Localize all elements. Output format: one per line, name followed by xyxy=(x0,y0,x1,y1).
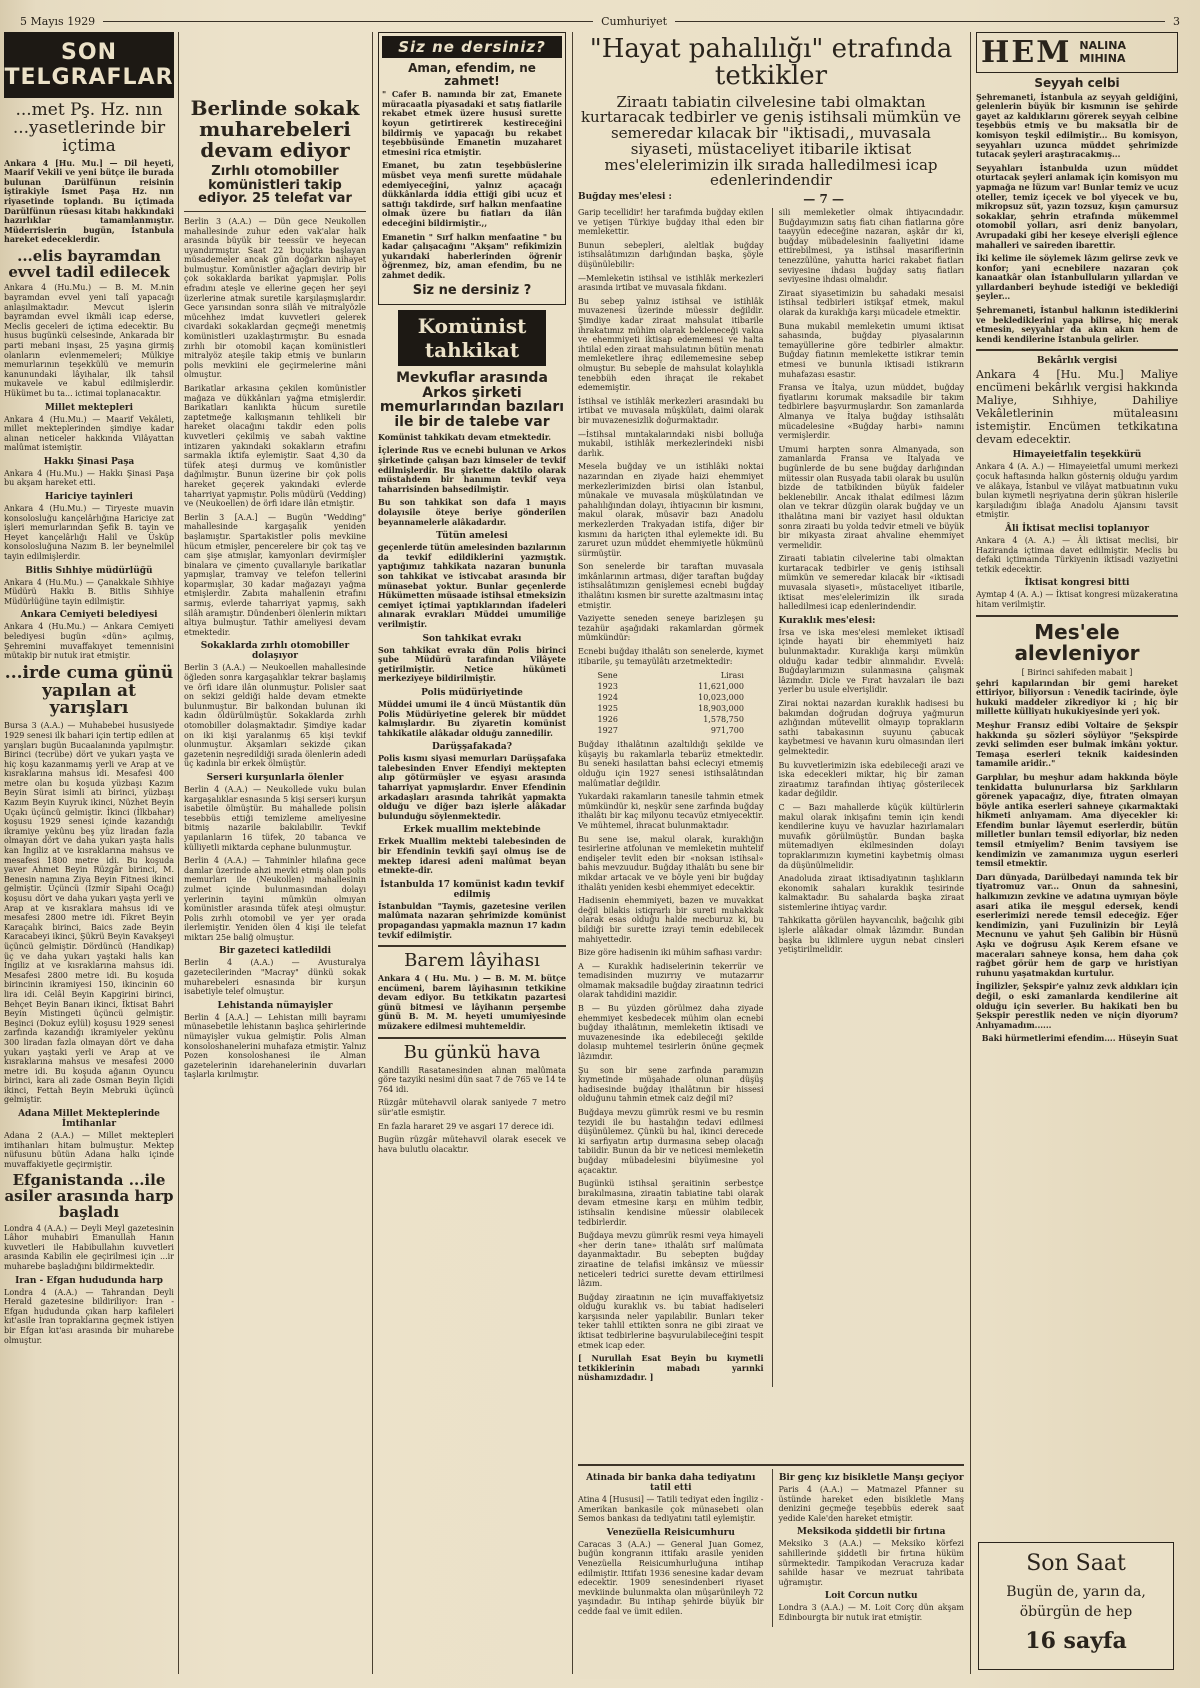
article-text: Bursa 3 (A.A.) — Muhabebei hususiyede 1929 senesi ilk bahari için tertip edilen at yarışları bugün Bucaalanında yapılmıştır. Birinci (tecrübe) dört ve yukarı yaşta ve hiç koşu kazanmamış yerli ve Arap at ve kısraklarına mahsus idi. Mesafesi 400 metre olan bu koşuda yüzbaşı Kazım Beyin Sürat isimli atı birinci, yüzbaşı Kazım Beyin Kuyruk ikinci, Nüzhet Beyin Uçakı üçüncü gelmiştir. İkinci (İlkbahar) koşusu 1929 senesi içinde kazandığı ikramiye yekûnu beş yüz liradan fazla olmayan dört ve daha yukarı yaşta halis kan İngiliz at ve kısraklarına mahsus ve mesafesi 1800 metre idi. Bu koşuda yaver Ahmet Beyin Rüzgâr birinci, M. Benesin namına Ziya Beyin Fitnesi ikinci gelmiştir. Üçüncü (İzmir Sipahi Ocağı) koşusu dört ve daha yukarı yaşta yerli ve Arap at ve kısraklara mahsus idi ve mesafesi 2800 metre idi. Fikret Beyin Karaçalık birinci, Baics zade Beyin Karacabeyi ikinci, Şükrü Beyin Kavakşeyi üçüncü gelmiştir. Dördüncü (Handikap) üç ve daha yukarı yaştaki halis kan İngiliz at ve kısraklarına mahsus idi. Mesafesi 2800 metre idi. Bu koşuda birincinin ikramiyesi 150, ikincinin 60 lira idi. Celâl Beyin Kapgirini birinci, Behçet Beyin Banarı ikinci, İktisat Bahri Beyin Mistingeti üçüncü gelmiştir. Beşinci (Dokuz eylül) koşusu 1929 senesi zarfında kazandığı ikramiyeler yekûnu 300 liradan fazla olmayan dört ve daha yukarı yaştaki yerli ve Arap at ve kısraklarına mahsus ve mesafesi 2000 metre idi. Bu koşuda ağanın Oyuncu birinci, kara ali zade Osman Beyin Ilçidi ikinci, Fettah Beyin Mebruki üçüncü gelmiştir. xyxy=(4,721,174,1105)
article-text: —İstihsal mıntakalarındaki nisbi bolluğa mukabil, istihlâk merkezlerindeki nisbi darlık. xyxy=(578,429,764,458)
article-text: Buğday ithalâtının azaltıldığı şekilde ve küşayiş bu rakamlarla tebarüz etmektedir. Bu seneki hasılattan bahsi eclecıyi etmemiş olduğu için 1927 senesi istihsalâtından malûmatlar değildir. xyxy=(578,740,764,788)
table-header: Sene xyxy=(597,671,618,681)
article-text: Londra 3 (A.A.) — M. Loit Corç dün akşam Edinbourgta bir nutuk irat etmiştir. xyxy=(778,1603,964,1622)
subheadline: Polis müdüriyetinde xyxy=(421,687,523,698)
article-text: Berlin 3 [A.A.] — Bugün "Wedding" mahallesinde kargaşalık yeniden başlamıştır. Spartakistler polis mevkiine hücum etmişler, pencerelere bir çok taş ve cam şişe atmışlar, kamyonları devirmişler binalara ve çimento çuvallarıyle barikatlar yapmışlar, tramvay ve telefon tellerini koparmışlar, 30 kadar mağazayı yağma etmişlerdir. Zabıta mahallenin etrafını sarmış, evlerde taharriyat yapmış, sakh silâh aramıştır. Dündenberi ölenlerin miktarı altıya bulmuştur. Tathir ameliyesi devam etmektedir. xyxy=(184,512,366,637)
logo-hem: HEM xyxy=(981,35,1072,70)
headline: ...met Pş. Hz. nın ...yasetlerinde bir içtima xyxy=(12,100,166,156)
article-text: Anadoluda ziraat iktisadiyatının taşlıkların ekonomik sahaları kuraklık tesirinde kalmaktadır. Bu sahalarda başka ziraat sistemlerine ihtiyaç vardır. xyxy=(778,874,964,912)
article-text: Tahkikatta görülen hayvancılık, bağcılık gibi işlerle alâkadar olmak lâzımdır. Bundan başka bu iklimlere uygun nebat cinsleri yetiştirilmelidir. xyxy=(778,916,964,955)
article-text: " Cafer B. namında bir zat, Emanete müracaatla piyasadaki et satış fiatlarile rekabet etmek üzere hususi surette koyun getirtirerek kestireceğini bildirmiş ve yapacağı bu rekabet teşebbüsünde Emanetin muzaharet etmesini rica etmiştir. xyxy=(382,89,562,157)
column-siz-ne-dersiniz xyxy=(378,32,566,1672)
article-text: İstanbuldan "Taymis, gazetesine verilen malûmata nazaran şehrimizde komünist propagandası yapmakla maznun 17 kadın tevkif edilmiştir. xyxy=(378,900,566,940)
header-page: 3 xyxy=(1173,14,1180,28)
subheadline: Bitlis Sıhhiye müdürlüğü xyxy=(25,565,153,576)
article-text: Buğday ziraatının ne için muvaffakiyetsiz olduğu kuraklık vs. bu tabiat hadiseleri karşısında neler yapılabilir. Bunları teker teker tahlil ettikten sonra ne gibi ziraat ve iktisat tedbirlerine başvurulabileceğini tespit etmek icap eder. xyxy=(578,1292,764,1350)
headline: ...irde cuma günü yapılan at yarışları xyxy=(4,662,174,719)
article-text: Ankara 4 (Hu.Mu.) — Tiryeste muavin konsolosluğu kançelârlığına Hariciye zat işleri memurlarından Şefik B. tayin ve Heyet kançelârlığı Halil ve Üsküp konsolosluğuna Nazım B. ler beynelmilel tayin edilmişlerdir. xyxy=(4,504,174,562)
article-text: Bu son tahkikat son dafa 1 mayıs dolayısile öteye beriye gönderilen beyannamelerle alâkadardır. xyxy=(378,497,566,527)
logo-nalina-mihina: NALINA MIHINA xyxy=(1079,39,1126,65)
article-text: Aymtap 4 (A. A.) — İktisat kongresi müzakeratına hitam verilmiştir. xyxy=(976,590,1178,609)
article-text: B — Bu yüzden görülmez daha ziyade ehemmiyet kesbedecek mühim olan ecnebi buğday ithalâtının, memleketin iktisadi ve muvazenesinde ika edebileceği şekilde dolasıp muhtemel tesirlerin önüne geçmek lâzımdır. xyxy=(578,1004,764,1062)
subheadline: Hakkı Şinasi Paşa xyxy=(43,456,135,467)
subheadline: Darüşşafakada? xyxy=(431,742,513,753)
opinion-box xyxy=(378,32,566,305)
article-text: Emanetin " Sırf halkın menfaatine " bu kadar çalışacağını "Akşam" refikimizin yukarıdaki haberlerinden öğrenir öğrenmez, biz, aman efendim, bu ne zahmet dedik. xyxy=(382,231,562,280)
subheadline: Meksikoda şiddetli bir fırtına xyxy=(797,1527,946,1538)
article-text: —Memleketin istihsal ve istihlâk merkezleri arasında irtibat ve muvasala fıkdanı. xyxy=(578,273,764,293)
subheadline: İktisat kongresi bitti xyxy=(1024,578,1130,589)
subheadline: Erkek muallim mektebinde xyxy=(403,825,541,836)
article-text: Ankara 4 (Hu.Mu.) — Ankara Cemiyeti belediyesi bugün «dün» açılmış, Şehremini muvaffakıyet temennisini mütakip bir nutuk irat etmiştir. xyxy=(4,622,174,661)
article-text: İrsa ve iska mes'elesi memleket iktisadî içinde hayati bir ehemmiyeti haiz bulunmaktadır. Kuraklığa karşı mümkün olduğu kadar tedbir alınmalıdır. Evvelâ: Buğdaylarımızın sulanmasına çalışmak lâzımdır. Dicle ve Fırat havzaları ile bazı yerler bu usule elverişlidir. xyxy=(778,627,964,695)
opinion-banner: Siz ne dersiniz? xyxy=(382,36,562,58)
table-cell: 971,700 xyxy=(710,726,744,736)
article-text: Berlin 4 (A.A.) — Tahminler hilafına gece damlar üzerinde ahzi mevki etmiş olan polis memurları ile (Neukollen) mahallesinin zulmet içinde bulunmasından dolayı yerlerinin tayini mümkün olmıyan komünistler arasında tüfek ateşi olmuştur. Polis zırhlı otomobil ve yer yer orada ilerlemiştir. Yeniden ölen 4 kişi ile telefat miktarı 25e baliğ olmuştur. xyxy=(184,856,366,942)
article-text: Şehremaneti, İstanbul halkının istediklerini ve beklediklerini yapa bilirse, hiç merak etmesin, seyyahlar da akın akın hem de kendi kendilerine İstanbula gelirler. xyxy=(976,305,1178,344)
subheadline: Iran - Efgan hududunda harp xyxy=(15,1275,163,1286)
headline: Seyyah celbi xyxy=(1034,76,1120,90)
table-row xyxy=(597,692,745,703)
article-text: Ziraati tabiatin cilvelerine tabi olmaktan kurtaracak tedbirler ve geniş istihsali mümkün ve semeredar kılacak bir «iktisadi muvasala siyaseti», müstaceliyet itibarile, iktisat mes'elelerimizin ilk sırada halledilmesi icap edenlerindendir. xyxy=(778,554,964,612)
table-cell: 18,903,000 xyxy=(698,704,744,714)
table-cell: 1924 xyxy=(597,693,618,703)
article-text: Ankara 4 (A. A.) — Âli iktisat meclisi, bir Haziranda içtimaa davet edilmiştir. Meclis bu defaki içtimaında Türkiyenin iktisadi vaziyetini tetkik edecektir. xyxy=(976,536,1178,574)
table-row xyxy=(597,681,745,692)
article-text: Ziraat siyasetimizin bu sahadaki mesaisi istihsal tedbirleri istikşaf etmek, makul olarak da kuraklığa karşı mücadele etmektir. xyxy=(778,288,964,318)
table-cell: 10,023,000 xyxy=(698,693,744,703)
table-cell: 1926 xyxy=(597,715,618,725)
table-cell: 1925 xyxy=(597,704,618,714)
subheadline: Venezüella Reisicumhuru xyxy=(606,1527,735,1538)
article-text: Adana 2 (A.A.) — Millet mektepleri imtihanları hitam bulmuştur. Mektep nüfusunu bütün Adana halkı içinde muvaffakiyetle geçirmiştir. xyxy=(4,1131,174,1169)
article-subcolumn xyxy=(772,208,965,1387)
table-row xyxy=(597,714,745,725)
ad-pages: 16 sayfa xyxy=(1025,1628,1127,1654)
article-text: İstihsal ve istihlâk merkezleri arasındaki bu irtibat ve muvasala müşkülatı, daimi olarak bir muvazenesizlik doğurmaktadır. xyxy=(578,396,764,425)
hem-nalina-logo xyxy=(976,32,1178,73)
headline: Zırhlı otomobiller komünistleri takip ediyor. 25 telefat var xyxy=(198,164,352,207)
article-text: Berlin 3 (A.A.) — Dün gece Neukollen mahallesinde zuhur eden vak'alar halk arasında büyük bir teessür ve heyecan uyandırmıştır. Saat 22 buçukta başlayan müsademeler ancak gün doğarkın nihayet bulmuştur. Komünistler ağaçları devirip bir çok sokaklarda barikat yapmışlar. Polis efradını ateşle ve ellerine geçen her şeyi üzerlerine atmak suretile karşılaşmışlardır. Gece yarısından sonra silâh ve mitralyözle mücehhez imdat kuvvetleri gelerek civardaki sokaklardan geçmeği menetmiş komünistleri uzaklaştırmıştır. Bu esnada zırhlı bir otomobil kaçan komünistleri mitralyöz ateşile takip etmiş ve bunların polis mevkiini ele geçirmelerine mâni olmuştur. xyxy=(184,216,366,380)
article-text: İki kelime ile söylemek lâzım gelirse zevk ve konfor; yani ecnebilere nazaran çok kanaatkâr olan İstanbulluların yıllardan ve yıllardanberi beyhude istediği ve beklediği şeyler... xyxy=(976,253,1178,302)
article-number: — 7 — xyxy=(803,192,844,207)
article-text: Meşhur Fransız edibi Voltaire de Şekspir hakkında şu sözleri söylüyor "Şekspirde zevki selimden eser bulmak imkânı yoktur. Temaşa eserleri teknik kaidesinden tamamile aridir.." xyxy=(976,719,1178,769)
article-text: Ankara 4 [Hu. Mu.] — Dil heyeti, Maarif Vekili ve yeni bütçe ile burada bulunan Darülfünun reisinin iştirakiyle İsmet Paşa Hz. nın riyasetinde toplandı. Bu içtimada Darülfünun rüesası kitabı hakkındaki hazırlıklar tamamlanmıştır. Müderrislerin bugün, İstanbula hareket edeceklerdir. xyxy=(4,157,174,245)
subheadline: Hariciye tayinleri xyxy=(45,492,133,503)
table-cell: 1927 xyxy=(597,726,618,736)
article-text: Paris 4 (A.A.) — Matmazel Pfanner su üstünde hareket eden bisikletle Manş denizini geçmeğe teşebbüs ederek saat yedide Kale'den hareket etmiştir. xyxy=(778,1485,964,1523)
article-text: En fazla hararet 29 ve asgari 17 derece idi. xyxy=(378,1121,555,1131)
article-text: Ankara 4 ( Hu. Mu. ) — B. M. M. bütçe encümeni, barem lâyihasının tetkikine devam ediyor. Bu tetkikatın pazartesi günü bitmesi ve lâyihanın perşembe günü B. M. M. heyeti umumiyesinde müzakere edilmesi muhtemeldir. xyxy=(378,973,566,1032)
table-header: Lirası xyxy=(720,671,744,681)
article-text: Son senelerde bir taraftan muvasala imkânlarının artması, diğer taraftan buğday istihsalâtımızın genişlemesi ecnebi buğday ithalâtını kısmen bir surette azaltmasını intaç etmiştir. xyxy=(578,562,764,610)
article-text: A — Kuraklık hadiselerinin tekerrür ve temadisinden muzırrıy ve mutazarrır olmamak maksadile buğday ziraatının tedrici olarak tahdidini mazidir. xyxy=(578,961,764,1000)
subheadline: Ankara Cemiyeti belediyesi xyxy=(20,610,158,621)
article-text: Londra 4 (A.A.) — Deyli Meyl gazetesinin Lâhor muhabiri Emanullah Hanın kuvvetleri ile Habibullahın kuvvetleri arasında Kabilin ele geçirilmesi için ...ir muharebe başladığını bildirmektedir. xyxy=(4,1223,174,1272)
article-text: Umumi harpten sonra Almanyada, son zamanlarda Fransa ve İtalyada ve bugünlerde de bu sene buğday darlığından mütessir olan Rusyada tabii olarak bu usulün bizde de tatbikinden büyük faideler beklenebilir. Ancak ithalat edilmesi lâzım olan ve tekrar düzgün olarak buğday ve un ithalâtına mani bir vaziyet hasıl olduktan sonra ziraati bu yolda tedvir etmeli ve büyük bir mikyasta ziraat ahvaline ehemmiyet vermelidir. xyxy=(778,444,964,550)
article-text: Bu sene ise, makul olarak, kuraklığın tesirlerine atfolunan ve memleketin muhtelif endişeler tevlit eden bir «noksan istihsal» bahis mevzuudur. Buğday ithalâtı bu sene bir mikdar artacak ve ve böyle yeni bir buğday ithalâtı yeniden kesbi ehemmiyet edecektir. xyxy=(578,834,764,892)
article-text: Buğdaya mevzu gümrük resmi veya himayeli «her derin tane» ithalâtı sırf malûmata dayanmaktadır. Bu sebepten buğday ziraatine de telafisi imkânsız ve müessir neticeleri tedrici surette devam ettirilmesi lâzım. xyxy=(578,1231,764,1289)
son-saat-ad xyxy=(978,1542,1174,1670)
article-text: Bu kuvvetlerimizin iska edebileceği arazi ve iska edecekleri miktar, hiç bir zaman ziraatımız tarafından ihtiyaç gösterilecek kadar değildir. xyxy=(778,760,964,799)
wheat-import-table xyxy=(597,670,745,736)
subheadline: Loit Corcun nutku xyxy=(824,1591,918,1602)
table-cell: 1,578,750 xyxy=(703,715,744,725)
article-text: Rüzgâr mütehavvil olarak saniyede 7 metro sür'atle esmiştir. xyxy=(378,1098,566,1117)
article-text: Mesela buğday ve un istihlâki noktai nazarından en ziyade haizi ehemmiyet merkezlerimizden birisi olan İstanbul, münakale ve muvasala müşkülatından ve pahalılığından dolayı, ihtiyacının bir kısmını, makul olarak, müsavir bazı Anadolu merkezlerden Trakyadan istifa, diğer bir kısmını da hariçten ithal eylemekte idi. Bu zaruret uzun müddet ehemmiyetle hükmünü sürmüştür. xyxy=(578,462,764,558)
article-text: Ankara 4 [Hu. Mu.] Maliye encümeni bekârlık vergisi hakkında Maliye, Sıhhiye, Dahiliye Vekâletlerinin mütaleasını istemiştir. Encümen tetkikatına devam edecektir. xyxy=(976,368,1178,447)
article-text: Ankara 4 (A. A.) — Himayeietfal umumi merkezi çocuk haftasında halkın gösterniş olduğu yardım ve alâkaya, İstanbul ve vilâyat matbuatının vuku bulan kıymetli neşriyatına derin şükran hislerile karşıladığını iblağa Anadolu Ajansını tavsit etmiştir. xyxy=(976,462,1178,520)
column-berlin xyxy=(184,32,366,1672)
article-text: Garplılar, bu meşhur adam hakkında böyle tenkidatta bulunurlarsa biz Şarklıların görenek yapacağız, diye, fıtraten olmayan böyle antika eserleri sahneye çıkarmaktaki hikmeti anlıyamam. Ama diyecekler ki: Efendim bunlar lâyemut eserlerdir, bütün milletler bunları temsil ediyorlar, biz neden temsil etmiyelim? Benim tavsiyem ise kendimizin ve zamanımıza uygun eserleri temsil etmektir. xyxy=(976,771,1178,869)
article-text: Ankara 4 (Hu.Mu.) — B. M. M.nin bayramdan evvel yeni talî yapacağı anlaşılmaktadır. Mevcut işlerin bayramdan evvel ikmâli icap ederse, Meclis geceleri de içtima edecektir. Bu husus bugünkü celsesinde, Ankarada bir parti mebani inşası, 25 yaşına girmiş olanların evlenmemeleri; Mülkiye memurlarının teşekkülü ve memurin kanunundaki lâyihalar, ilk tahsil mukavele ve kabul edilmişlerdir. Hükümet bu ta... ictimai toplanacaktır. xyxy=(4,283,174,398)
article-text: Emanet, bu zatın teşebbüslerine müsbet veya menfi surette müdahale edemiyeceğini, yalnız açacağı dükkânlarda iddia ettiği gibi ucuz et sattığı takdirde, sırf halkın menfaatine olmak üzere bu fiatları da ilân edeceğini bildirmiştir.,, xyxy=(382,160,562,228)
article-text: Seyyahları İstanbulda uzun müddet oturtacak şeyleri anlamak için komisyon mu yapmağa ne lüzum var! Bunlar temiz ve ucuz oteller, temiz içecek ve bol yiyecek ve bu, mikropsuz süt, yazın tozsuz, kışın çamursuz sokaklar, şehrin etrafında mükemmel otomobil yolları, asri deniz banyoları, Avrupadaki gibi her keseye elverişli eğlence mahalleri ve saireden ibarettir. xyxy=(976,162,1178,250)
article-text: Son tahkikat evrakı dün Polis birinci şube Müdürü tarafından Vilâyete getirilmiştir. Netice hükûmeti merkeziyeye bildirilmiştir. xyxy=(378,644,566,684)
header-paper: Cumhuriyet xyxy=(601,14,668,28)
article-text: Vaziyette seneden seneye barizleşen şu tezahür aşağıdaki rakamlardan görmek mümkündür: xyxy=(578,614,764,643)
son-telgraflar-banner: SON TELGRAFLAR xyxy=(4,32,174,98)
column-foreign-news xyxy=(578,1464,964,1679)
page-header xyxy=(20,14,1180,28)
article-text: Meksiko 3 (A.A.) — Meksiko körfezi sahillerinde şiddetli bir fırtına hüküm sürmektedir. Tampikodan Veracruza kadar sahilde hasar ve mezruat tahribata uğramıştır. xyxy=(778,1539,964,1587)
column-telegrams xyxy=(4,32,174,1672)
subheadline: Bir genç kız bisikletle Manşı geçiyor xyxy=(778,1473,964,1483)
subheadline: Serseri kurşunlarla ölenler xyxy=(206,772,344,783)
article-text: Ankara 4 (Hu.Mu.) — Maarif Vekâleti, millet mekteplerinden şimdiye kadar alınan neticeler hakkında Vilâyattan malûmat istemiştir. xyxy=(4,414,174,453)
subheadline: Sokaklarda zırhlı otomobiller dolaşıyor xyxy=(200,641,350,662)
column-hem-nalina xyxy=(976,32,1178,1672)
subheadline: Atinada bir banka daha tediyatını tatil etti xyxy=(586,1473,756,1493)
article-text: Bugün rüzgâr mütehavvil olarak esecek ve hava bulutlu olacaktır. xyxy=(378,1135,566,1154)
article-text: Caracas 3 (A.A.) — General Juan Gomez, buğün kongranın ittifakı arasile yeniden Venezüella Reisicumhurluğuna intihap edilmiştir. Ittifatı 1936 senesine kadar devam edecektir. 1909 senesindenberi riyaset mevkiinde bulunmakta olan müşarünileyh 72 yaşındadır. Bu intihap şehirde büyük bir cedde faal ve ümit edilen. xyxy=(578,1539,764,1616)
article-text: Ankara 4 (Hu.Mu.) — Çanakkale Sıhhiye Müdürü Hakkı B. Bitlis Sıhhiye Müdürlüğüne tayin edilmiştir. xyxy=(4,577,174,606)
subheadline: Millet mektepleri xyxy=(44,402,134,413)
headline: Mes'ele alevleniyor xyxy=(1014,619,1140,665)
article-text: Komünist tahkikatı devam etmektedir. xyxy=(378,431,552,442)
headline: Berlinde sokak muharebeleri devam ediyor xyxy=(190,96,360,162)
author-note: [ Nurullah Esat Beyin bu kıymetli tetkiklerinin mabadı yarınki nüshamızdadır. ] xyxy=(578,1353,764,1383)
article-text: Şehremaneti, İstanbula az seyyah geldiğini, gelenlerin büyük bir kısmının ise şehirde gayet az kaldıklarını görerek seyyah celbine teşebbüs etmiş ve bu maksatla bir de komisyon teşkil edilmiştir... Bu komisyon, seyyahları uzunca müddet şehrimizde tutacak şeyleri araştıracakmış... xyxy=(976,91,1178,160)
article-text: İngilizler, Şekspir'e yalnız zevk aldıkları için değil, o eski zamanlarda kendilerine ait olduğu için severler. Bu hakikati ben bu Şekspir perestlik neden ve niçin diyorum? Anlıyamadım...... xyxy=(976,981,1178,1030)
article-text: Berlin 4 [A.A.] — Lehistan milli bayramı münasebetile lehistanın başlıca şehirlerinde nümayişler vukua gelmiştir. Polis Alman konsoloshanelerini muhafaza etmiştir. Yalnız Pozen konsoloshanesi ile Alman gazetelerinin idarehanelerinin duvarları taşlarla kırılmıştır. xyxy=(184,1012,366,1080)
table-cell: 11,621,000 xyxy=(698,682,744,692)
continuation-note: [ Birinci sahifeden mabait ] xyxy=(1021,667,1133,677)
article-text: Darı dünyada, Darülbedayi namında tek bir tiyatromuz var... Onun da sahnesini, halkımızın zevkine ve adatına uymıyan böyle asari atika ile meşgul edersek, kendi eserlerimizi nerede temsil edeceğiz. Eğer kendimizin, yani Fuzulinizin bir Leylâ Mecnunu ve yahut Şeh Galibin bir Hüsnü Aşkı ve doğrusu Aşık Kerem efsane ve maceraları sahneye konsa, hem daha çok rağbet görür hem de garp ve hıristiyan ruhunu yaşatmakdan kurtulur. xyxy=(976,871,1178,978)
article-text: Ankara 4 (Hu.Mu.) — Hakkı Şinasi Paşa bu akşam hareket etti. xyxy=(4,468,174,488)
article-text: Bize göre hadisenin iki mühim safhası vardır: xyxy=(578,948,763,958)
headline: Barem lâyihası xyxy=(404,950,540,972)
article-text: Garip tecellidir! her tarafımda buğday ekilen ve yetişen Türkiye buğday ithal eden bir memlekettir. xyxy=(578,208,764,237)
article-text: sili memleketler olmak ihtiyacındadır. Buğdayımızın satış fiatı cihan fiatlarına göre taayyün edeceğine nazaran, aşkâr dır ki, buğday mübadelesinin faaliyetini idame ettirebilmesi, ya istihsal masariflerinin tenezzülüne, yahutta harici rakabet fiatları seviyesine ihdası buğday satış fiatları seviyesine ihdası olmalıdır. xyxy=(778,208,964,285)
column-hayat-pahaliligi xyxy=(578,32,964,1672)
opinion-end: Siz ne dersiniz ? xyxy=(412,283,532,299)
headline: Aman, efendim, ne zahmet! xyxy=(408,61,536,88)
subheadline: Himayeietfalin teşekkürü xyxy=(1012,450,1142,461)
article-text: Berlin 3 (A.A.) — Neukoellen mahallesinde öğleden sonra kargaşalıklar tekrar başlamış ve örfi idare ilân olunmuştur. Polisler saat on sekizi geldiği halde devam etmekte bulunmuştur. Bir balkondan bulunan iki kadın öldürülmüştür. Sokaklarda zırhlı otomobiller dolaşmaktadır. Şimdiye kadar on iki kişi yaralanmış 65 kişi tevkif olunmuştur. Akşamları sekizde çıkan gazetenin neşredildiği sırada ölenlerin adedi üç kadınla bir erkek ölmüştür. xyxy=(184,663,366,769)
subheadline: Adana Millet Mekteplerinde İmtihanlar xyxy=(18,1109,160,1130)
headline: Bu günkü hava xyxy=(403,1041,541,1063)
article-text: İçlerinde Rus ve ecnebi bulunan ve Arkos şirketinde çalışan bazı kimseler de tevkif edilmişlerdir. Bu şirkette daktilo olarak müstahdem bir hanımın tevkif veya taharrisinden bahsedilmiştir. xyxy=(378,445,566,494)
article-subcolumn xyxy=(578,208,764,1387)
article-text: C — Bazı mahallerde küçük kültürlerin makul olarak inkişafını temin için kendi kendilerine kuyu ve havuzlar hazırlamaları muvafık görülmüştür. Bundan başka mütemadiyen ekilmesinden dolayı topraklarımızın kıymetini kaybetmiş olması da düşünülmelidir. xyxy=(778,802,964,870)
headline: Komünist tahkikat xyxy=(398,310,546,366)
subheadline: İstanbulda 17 komünist kadın tevkif edilmiş xyxy=(380,879,564,900)
headline: ...elis bayramdan evvel tadil edilecek xyxy=(8,246,170,281)
article-text: Londra 4 (A.A.) — Tahrandan Deyli Herald gazetesine bildiriliyor: İran - Efgan hududunda çıkan harp kafileleri kıt'asile İran topraklarına geçmek istiyen bir Efgan kıt'ası arasında bir muharebe olmuştur. xyxy=(4,1287,174,1345)
section-label: Buğday mes'elesi : xyxy=(578,192,672,203)
article-text: Bunun sebepleri, aleltlak buğday istihsalâtımızın darlığından başka, şöyle düşünülebilir: xyxy=(578,240,764,270)
article-text: Kandilli Rasatanesinden alınan malûmata göre tazyiki nesimi dün saat 7 de 765 ve 14 te 764 idi. xyxy=(378,1065,566,1094)
signature: Baki hürmetlerimi efendim.... Hüseyin Suat xyxy=(981,1033,1178,1044)
article-text: Hadisenin ehemmiyeti, bazen ve muvakkat değil bilakis istiqrarlı bir sureti muhakkak olarak esas olduğu halde mecburuz ki, bu bildiği bir surette izrayi temin edebilecek mahiyettedir. xyxy=(578,896,764,944)
article-text: Erkek Muallim mektebi talebesinden de bir Efendinin tevkifi şayi olmuş ise de mektep idaresi adeni malûmat beyan etmekte-dir. xyxy=(378,836,566,876)
article-text: Zirai noktai nazardan kuraklık hadisesi bu bakımdan doğrudan doğruya yağmurun azlığından mütevellit olmayıp toprakların sathi tabakasının suyunu çabucak kaybetmesi ve havanın kuru olmasından ileri gelmektedir. xyxy=(778,699,964,756)
subheadline: Kuraklık mes'elesi: xyxy=(778,615,876,626)
subheadline: Âli İktisat meclisi toplanıyor xyxy=(1005,524,1149,534)
table-cell: 1923 xyxy=(597,682,618,692)
article-text: Şu son bir sene zarfında paramızın kıymetinde müşahade olunan düşüş hadisesinde buğday ithalâtının bir hissesi olduğunu tahmin etmek caiz değil mi? xyxy=(578,1065,764,1104)
subheadline: Bekârlık vergisi xyxy=(1036,356,1118,367)
article-text: Buna mukabil memleketin umumi iktisat sahasında, buğday piyasalarının temayüllerine göre tedbirler almaktır. Buğday fiatının memlekette istikrar temin etmesi ve bununla iktisadi istikrarın muhafazası esastır. xyxy=(778,321,964,379)
main-subheadline: Ziraatı tabiatin cilvelesine tabi olmaktan kurtaracak tedbirler ve geniş istihsali mümkün ve semeredar kılacak bir "iktisadi,, muvasala siyaseti, müstaceliyet itibarile iktisat mes'elelerimizin ilk sırada halledilmesi icap edenlerindendir xyxy=(580,92,962,190)
subheadline: Son tahkikat evrakı xyxy=(422,633,522,644)
article-text: Barikatlar arkasına çekilen komünistler mağaza ve dükkânları yağma etmişlerdir. Barikatları kanlıkta hücum suretile zaptetmeğe kalkışmanın tehlikeli bir hareket olacağını takdir eden polis kuvvetleri çekilmiş ve sabah vaktine intizaren yakındaki sokakların etrafını sarmakla iktifa eylemiştir. Saat 4,30 da tüfek ateşi durmuş ve komünistler dağılmıştır. Bunun üzerine bir çok polis hareket geçerek yakındaki evlerde taharriyat yapmıştır. Polis müdürü (Vedding) ve (Neukoellen) de örfi idare ilân etmiştir. xyxy=(184,384,366,509)
subheadline: Tütün amelesi xyxy=(436,531,508,542)
article-text: Fransa ve İtalya, uzun müddet, buğday fiyatlarını korumak maksadile bir takım tedbirlere başvurmuşlardır. Son zamanlarda Almanya ve İtalya buğday istihsalâtı mücadelesine «Buğday harbi» namını vermişlerdir. xyxy=(778,383,964,441)
subheadline: Lehistanda nümayişler xyxy=(217,1000,333,1011)
article-text: Bugünkü istihsal şeraitinin serbestçe bırakılmasına, ziraatin tabiatine tabi olarak devam etmesine karşı en mühim tedbir, istihsalin kendisine müessir olabilecek tedbirlerdir. xyxy=(578,1179,764,1227)
article-text: şehri kapılarından bir gemi hareket ettiriyor, biliyorsun : Venedik tacirinde, öyle hukuki maddeler zikrediyor ki ; hiç bir millette külliyatı hukukiyesinde yeri yok. xyxy=(976,677,1178,717)
table-row xyxy=(597,725,745,736)
article-text: Müddei umumi ile 4 üncü Müstantik dün Polis Müdüriyetine gelerek bir müddet kalmışlardır. Bu ziyaretin komünist tahkikatile alâkadar olduğu zannedilir. xyxy=(378,698,566,738)
subheadline: Bir gazeteci katledildi xyxy=(219,946,331,957)
ad-text: Bugün de, yarın da, öbürgün de hep xyxy=(1006,1584,1146,1620)
article-text: Bu sebep yalnız istihsal ve istihlâk muvazenesi üzerinde müessir değildir. Şimdiye kadar ziraat mahsulat itibarile ihrakatımız mühim olarak bekleneceği vakıa ve ehemmiyeti iktisap edememesi ve halta ihtilal eden ziraat mahsulatının bütün menatı memleketlere ihraç edilememesine sebep olmuştur. Bu sebeple de mahsulat kolaylıkla tenebbüh eden ihraçat ile rekabet edememiştir. xyxy=(578,296,764,393)
article-text: Polis kısmı siyasi memurları Darüşşafaka talebesinden Enver Efendiyi mektepten alıp götürmüşler ve eşyası arasında taharriyat yapmışlardır. Enver Efendinin arkadaşları arasında tahrikât yapmakta olduğu ve diğer bazı işlerle alâkadar bulunduğu söylenmektedir. xyxy=(378,753,566,821)
header-date: 5 Mayıs 1929 xyxy=(20,14,96,28)
article-text: Buğdaya mevzu gümrük resmi ve bu resmin tezyidi ile bu hastalığın tedavi edilmesi düşünülemez. Çünkü bu hal, ikinci derecede ki sarfiyatın artıp durmasına sebep olacağı tabiidir. Bunun da bir ve neticesi memleketin buğday mübadelesini büyümesine yol açacaktır. xyxy=(578,1108,764,1175)
article-text: Atina 4 [Hususi] — Tatili tediyat eden İngiliz - Amerikan bankasile çok münasebeti olan Semos bankası da tediyatını tatil eylemiştir. xyxy=(578,1495,764,1524)
main-headline: "Hayat pahalılığı" etrafında tetkikler xyxy=(589,34,953,92)
headline: Efganistanda ...ile asiler arasında harp başladı xyxy=(4,1171,174,1221)
article-text: Yukardaki rakamların tanesile tahmin etmek mümkündür ki, neşkür sene zarfında buğday ithalâtı bir kaç milyonu tecavüz etmiyecektir. Ve mühtemel, ihracat bulunmaktadır. xyxy=(578,792,764,830)
article-text: Berlin 4 (A.A.) — Avusturalya gazetecilerinden "Macray" dünkü sokak muharebeleri esnasında bir kurşun isabetiyle telef olmuştur. xyxy=(184,958,366,997)
article-text: Ecnebi buğday ithalâtı son senelerde, kıymet itibarile, şu temayülâtı arzetmektedir: xyxy=(578,647,764,666)
ad-title: Son Saat xyxy=(1026,1551,1126,1576)
headline: Mevkuflar arasında Arkos şirketi memurlarından bazıları ile bir de talebe var xyxy=(379,370,565,431)
article-text: geçenlerde tütün amelesinden bazılarının da tevkif edildiklerini yazmıştık. yaptığımız tahkikata nazaran bununla son tahkikat ve istivcabat arasında bir münasebat yoktur. Bunlar geçenlerde Hükümetten müsaade istihsal etmeksizin cemiyet içtimai yaptıklarından ifadeleri alınarak evrakları Müddei umumiliğe verilmiştir. xyxy=(378,542,566,629)
article-text: Berlin 4 (A.A.) — Neukollede vuku bulan kargaşalıklar esnasında 5 kişi serseri kurşun isabetile ölmüştür. Bu mahallede polisin tesebbüs ettiği temizleme ameliyesine bitmiş nazarile bakılabilir. Tevkif yapılanların 16 tüfek, 20 tabanca ve külliyetli miktarda cephane bulunmuştur. xyxy=(184,784,366,852)
table-row xyxy=(597,703,745,714)
